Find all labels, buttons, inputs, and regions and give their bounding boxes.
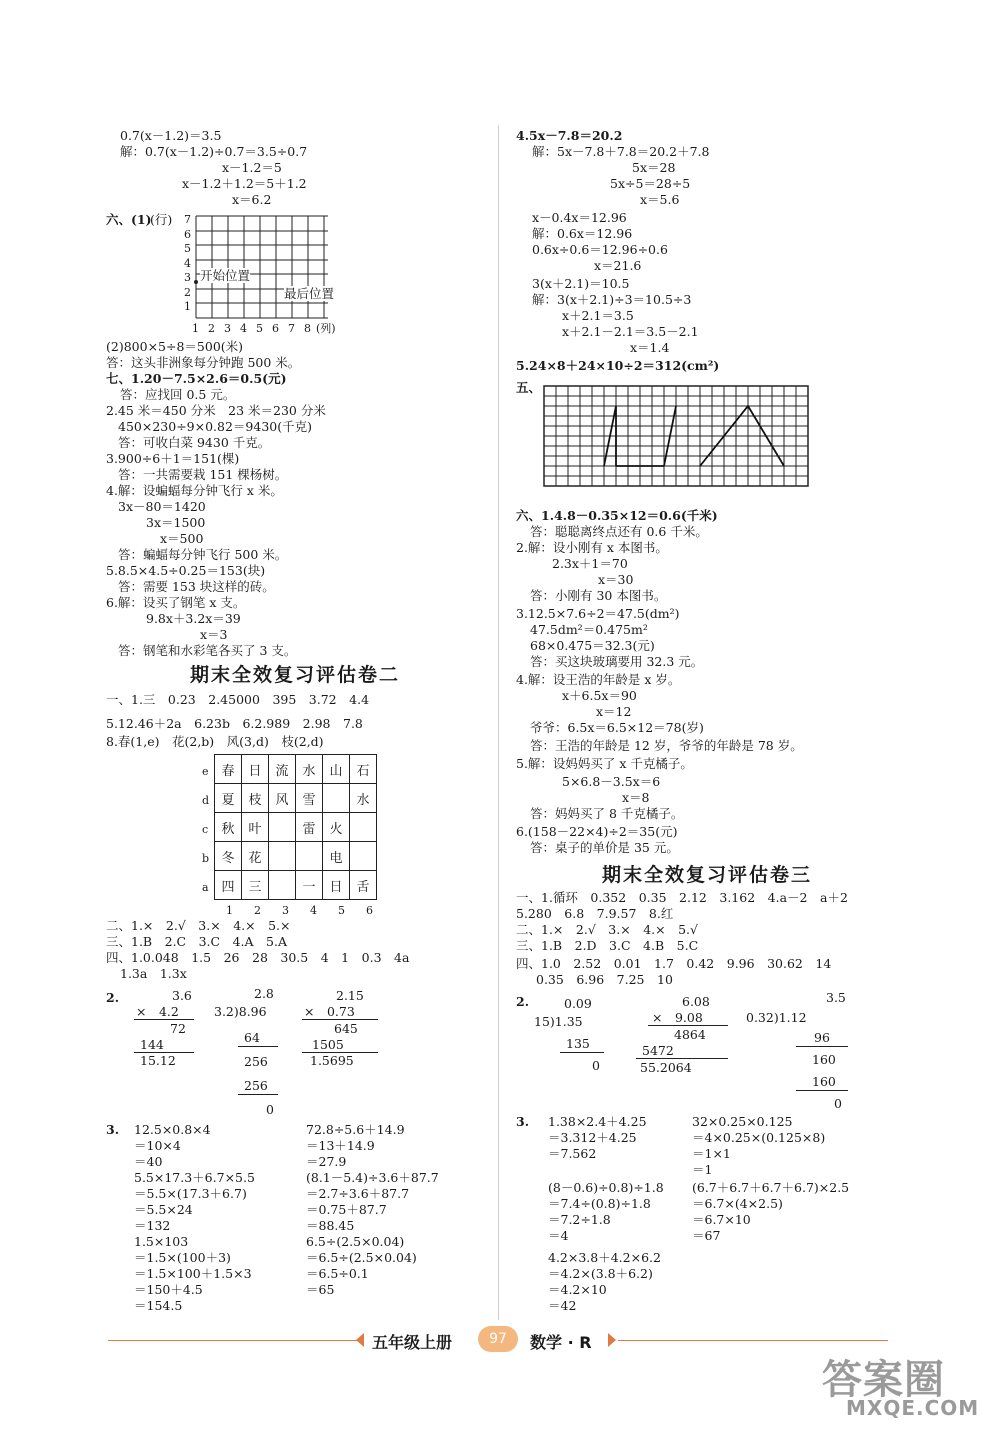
calc-line: 72 xyxy=(170,1021,186,1036)
calc-line: 96 xyxy=(814,1030,830,1045)
calc-line: 12.5×0.8×4 xyxy=(134,1122,211,1137)
answer-line: 答：王浩的年龄是 12 岁，爷爷的年龄是 78 岁。 xyxy=(530,738,803,753)
calc-line: ＝7.2÷1.8 xyxy=(548,1212,611,1227)
answer-line: 5.280 6.8 7.9.57 8.红 xyxy=(516,906,674,921)
answer-line: 5×6.8－3.5x＝6 xyxy=(562,774,661,789)
eq-line: 4.5x－7.8＝20.2 xyxy=(516,128,623,143)
eq-line: x＝5.6 xyxy=(640,192,680,207)
eq-line: x＝1.4 xyxy=(630,340,670,355)
answer-line: 答：需要 153 块这样的砖。 xyxy=(118,579,275,594)
answer-line: 答：一共需要栽 151 棵杨树。 xyxy=(118,467,288,482)
calc-line: 0.09 xyxy=(564,996,592,1011)
answer-line: 三、1.B 2.D 3.C 4.B 5.C xyxy=(516,938,699,953)
answer-line: 5.8.5×4.5÷0.25＝153(块) xyxy=(106,563,266,578)
answer-line: 答：钢笔和水彩笔各买了 3 支。 xyxy=(118,643,297,658)
footer-grade: 五年级上册 xyxy=(372,1333,453,1352)
calc-line: 1.5×103 xyxy=(134,1234,189,1249)
calc-line: 1.38×2.4＋4.25 xyxy=(548,1114,647,1129)
footer-rule-left xyxy=(108,1340,358,1341)
row-label: b xyxy=(202,852,210,865)
answer-line: 一、1.循环 0.352 0.35 2.12 3.162 4.a－2 a＋2 xyxy=(516,890,848,905)
answer-line: x＝12 xyxy=(596,704,632,719)
grid-cell: 火 xyxy=(323,813,350,842)
calc-line: × 4.2 xyxy=(136,1004,179,1019)
start-position-label: 开始位置 xyxy=(200,268,251,283)
calc-line: 2.15 xyxy=(336,988,364,1003)
calc-line: ＝1×1 xyxy=(692,1146,731,1161)
calc-line: ＝0.75＋87.7 xyxy=(306,1202,387,1217)
eq-line: x－1.2＝5 xyxy=(222,160,282,175)
calc-line: 6.5÷(2.5×0.04) xyxy=(306,1234,405,1249)
calc-line: ＝150＋4.5 xyxy=(134,1282,203,1297)
calc-line: ＝4×0.25×(0.125×8) xyxy=(692,1130,826,1145)
col-label: 5 xyxy=(338,904,345,917)
drawing-grid xyxy=(542,384,812,490)
answer-line: 爷爷：6.5x＝6.5×12＝78(岁) xyxy=(530,720,704,735)
section-label: 六、(1) xyxy=(106,212,152,227)
answer-line: 三、1.B 2.C 3.C 4.A 5.A xyxy=(106,934,288,949)
grid-cell: 春 xyxy=(215,755,242,784)
eq-line: 解：5x－7.8＋7.8＝20.2＋7.8 xyxy=(532,144,710,159)
grid-y-label: (行) xyxy=(150,212,173,227)
answer-line: 3x－80＝1420 xyxy=(118,499,206,514)
calc-line: ＝42 xyxy=(548,1298,577,1313)
footer-rule-right xyxy=(618,1340,888,1341)
grid-cell xyxy=(269,871,296,900)
x-tick: 3 xyxy=(224,322,231,335)
character-grid xyxy=(214,754,377,900)
calc-line: ＝4.2×(3.8＋6.2) xyxy=(548,1266,653,1281)
answer-line: 四、1.0 2.52 0.01 1.7 0.42 9.96 30.62 14 xyxy=(516,956,832,971)
section-label: 五、 xyxy=(516,380,542,395)
answer-line: 答：桌子的单价是 35 元。 xyxy=(530,840,679,855)
answer-line: x＝8 xyxy=(622,790,650,805)
eq-line: 5x÷5＝28÷5 xyxy=(610,176,691,191)
calc-line: ＝6.7×10 xyxy=(692,1212,751,1227)
eq-line: 5x＝28 xyxy=(632,160,676,175)
row-label: d xyxy=(202,794,210,807)
section-title: 期末全效复习评估卷二 xyxy=(190,664,401,686)
row-label: a xyxy=(202,881,209,894)
answer-line: 答：应找回 0.5 元。 xyxy=(120,387,236,402)
answer-line: 2.解：设小刚有 x 本图书。 xyxy=(516,540,668,555)
calc-line: 6.08 xyxy=(682,994,710,1009)
calc-line: ＝154.5 xyxy=(134,1298,183,1313)
answer-line: 一、1.三 0.23 2.45000 395 3.72 4.4 xyxy=(106,692,370,707)
answer-line: 4.解：设王浩的年龄是 x 岁。 xyxy=(516,672,681,687)
answer-line: 6.(158－22×4)÷2＝35(元) xyxy=(516,824,678,839)
answer-line: 6.解：设买了钢笔 x 支。 xyxy=(106,595,246,610)
grid-cell: 雷 xyxy=(296,813,323,842)
arrow-right-icon xyxy=(608,1333,616,1347)
calc-line: ＝1.5×(100＋3) xyxy=(134,1250,231,1265)
x-tick: 7 xyxy=(288,322,295,335)
column-divider xyxy=(498,125,499,1320)
question-label: 2. xyxy=(516,994,530,1009)
calc-line: × 9.08 xyxy=(652,1010,703,1025)
y-tick: 5 xyxy=(184,242,191,255)
calc-line: 72.8÷5.6＋14.9 xyxy=(306,1122,405,1137)
grid-cell: 舌 xyxy=(350,871,377,900)
watermark-url: MXQE.COM xyxy=(846,1396,980,1420)
answer-line: 5.24×8＋24×10÷2＝312(cm²) xyxy=(516,358,720,373)
x-tick: 8 xyxy=(304,322,311,335)
answer-line: 答：可收白菜 9430 千克。 xyxy=(118,435,271,450)
calc-line: 4.2×3.8＋4.2×6.2 xyxy=(548,1250,661,1265)
calc-line: ＝67 xyxy=(692,1228,721,1243)
eq-line: 解：0.7(x－1.2)÷0.7＝3.5÷0.7 xyxy=(120,144,308,159)
answer-line: (2)800×5÷8＝500(米) xyxy=(106,339,244,354)
arrow-left-icon xyxy=(356,1333,364,1347)
calc-line: 0.32)1.12 xyxy=(746,1010,807,1025)
grid-cell xyxy=(323,784,350,813)
calc-line: ＝5.5×24 xyxy=(134,1202,193,1217)
answer-line: 4.解：设蝙蝠每分钟飞行 x 米。 xyxy=(106,483,283,498)
calc-line: (8－0.6)÷0.8)÷1.8 xyxy=(548,1180,664,1195)
col-label: 2 xyxy=(254,904,261,917)
answer-line: 47.5dm²＝0.475m² xyxy=(530,622,648,637)
x-tick: 2 xyxy=(208,322,215,335)
row-label: e xyxy=(202,765,209,778)
calc-line: ＝4.2×10 xyxy=(548,1282,607,1297)
answer-line: x＋6.5x＝90 xyxy=(562,688,637,703)
calc-line: 2.8 xyxy=(254,986,274,1001)
calc-line: 55.2064 xyxy=(640,1060,692,1075)
calc-line: ＝6.5÷0.1 xyxy=(306,1266,369,1281)
section-title: 期末全效复习评估卷三 xyxy=(602,864,813,886)
col-label: 3 xyxy=(282,904,289,917)
calc-line: ＝88.45 xyxy=(306,1218,355,1233)
grid-cell: 电 xyxy=(323,842,350,871)
answer-line: 5.解：设妈妈买了 x 千克橘子。 xyxy=(516,756,693,771)
calc-line: 144 xyxy=(140,1037,164,1052)
eq-line: 3(x＋2.1)＝10.5 xyxy=(532,276,630,291)
calc-line: (8.1－5.4)÷3.6＋87.7 xyxy=(306,1170,439,1185)
answer-line: 450×230÷9×0.82＝9430(千克) xyxy=(118,419,312,434)
grid-cell: 一 xyxy=(296,871,323,900)
calc-line: ＝6.7×(4×2.5) xyxy=(692,1196,783,1211)
row-label: c xyxy=(202,823,209,836)
answer-line: 四、1.0.048 1.5 26 28 30.5 4 1 0.3 4a xyxy=(106,950,410,965)
x-tick: 5 xyxy=(256,322,263,335)
calc-line: 3.5 xyxy=(826,990,846,1005)
eq-line: 0.6x÷0.6＝12.96÷0.6 xyxy=(532,242,668,257)
eq-line: x－0.4x＝12.96 xyxy=(532,210,627,225)
eq-line: x＋2.1－2.1＝3.5－2.1 xyxy=(562,324,699,339)
grid-cell xyxy=(296,842,323,871)
calc-line: ＝10×4 xyxy=(134,1138,181,1153)
calc-line: ＝1.5×100＋1.5×3 xyxy=(134,1266,252,1281)
answer-line: 9.8x＋3.2x＝39 xyxy=(146,611,241,626)
calc-line: 256 xyxy=(244,1078,268,1093)
x-tick: 6 xyxy=(272,322,279,335)
calc-line: 0 xyxy=(834,1096,842,1111)
grid-cell xyxy=(350,813,377,842)
answer-line: x＝30 xyxy=(598,572,634,587)
calc-line: ＝7.4÷(0.8)÷1.8 xyxy=(548,1196,651,1211)
calc-line: 3.2)8.96 xyxy=(214,1004,267,1019)
answer-line: 8.春(1,e) 花(2,b) 风(3,d) 枝(2,d) xyxy=(106,734,324,749)
eq-line: x＝6.2 xyxy=(232,192,272,207)
y-tick: 6 xyxy=(184,228,191,241)
calc-line: 5.5×17.3＋6.7×5.5 xyxy=(134,1170,255,1185)
calc-line: ＝13＋14.9 xyxy=(306,1138,375,1153)
y-tick: 3 xyxy=(184,271,191,284)
calc-line: 1.5695 xyxy=(310,1053,354,1068)
answer-line: 2.3x＋1＝70 xyxy=(552,556,628,571)
col-label: 1 xyxy=(226,904,233,917)
grid-cell: 三 xyxy=(242,871,269,900)
answer-line: 2.45 米＝450 分米 23 米＝230 分米 xyxy=(106,403,326,418)
answer-line: 1.3a 1.3x xyxy=(120,966,187,981)
grid-cell: 日 xyxy=(323,871,350,900)
answer-line: 二、1.× 2.√ 3.× 4.× 5.× xyxy=(106,918,291,933)
y-tick: 4 xyxy=(184,257,191,270)
eq-line: 解：0.6x＝12.96 xyxy=(532,226,633,241)
answer-line: 68×0.475＝32.3(元) xyxy=(530,638,655,653)
answer-line: x＝3 xyxy=(200,627,228,642)
calc-line: 32×0.25×0.125 xyxy=(692,1114,793,1129)
answer-line: 5.12.46＋2a 6.23b 6.2.989 2.98 7.8 xyxy=(106,716,363,731)
grid-cell xyxy=(350,842,377,871)
calc-line: 15.12 xyxy=(140,1053,176,1068)
grid-cell xyxy=(269,813,296,842)
grid-cell: 山 xyxy=(323,755,350,784)
answer-line: 答：买这块玻璃要用 32.3 元。 xyxy=(530,654,704,669)
grid-cell: 枝 xyxy=(242,784,269,813)
watermark-logo: 答案圈 xyxy=(822,1357,945,1403)
answer-line: x＝500 xyxy=(160,531,204,546)
answer-line: 0.35 6.96 7.25 10 xyxy=(536,972,673,987)
calc-line: ＝1 xyxy=(692,1162,713,1177)
calc-line: ＝7.562 xyxy=(548,1146,597,1161)
y-tick: 1 xyxy=(184,300,191,313)
grid-cell: 雪 xyxy=(296,784,323,813)
calc-line: ＝5.5×(17.3＋6.7) xyxy=(134,1186,247,1201)
y-tick: 2 xyxy=(184,286,191,299)
grid-x-label: (列) xyxy=(316,322,336,335)
col-label: 4 xyxy=(310,904,317,917)
calc-line: 135 xyxy=(566,1036,590,1051)
answer-line: 答：蝙蝠每分钟飞行 500 米。 xyxy=(118,547,288,562)
answer-line: 3.12.5×7.6÷2＝47.5(dm²) xyxy=(516,606,680,621)
calc-line: 645 xyxy=(334,1021,358,1036)
grid-cell: 夏 xyxy=(215,784,242,813)
answer-line: 答：这头非洲象每分钟跑 500 米。 xyxy=(106,355,301,370)
grid-cell: 水 xyxy=(350,784,377,813)
calc-line: 0 xyxy=(592,1058,600,1073)
footer-subject: 数学 · R xyxy=(530,1333,592,1352)
calc-line: 160 xyxy=(812,1052,836,1067)
x-tick: 4 xyxy=(240,322,247,335)
grid-cell xyxy=(269,842,296,871)
answer-line: 答：聪聪离终点还有 0.6 千米。 xyxy=(530,524,708,539)
calc-line: ＝132 xyxy=(134,1218,171,1233)
answer-line: 3x＝1500 xyxy=(146,515,206,530)
calc-line: ＝2.7÷3.6＋87.7 xyxy=(306,1186,410,1201)
question-label: 2. xyxy=(106,990,120,1005)
calc-line: 5472 xyxy=(642,1043,674,1058)
end-position-label: 最后位置 xyxy=(284,286,335,301)
col-label: 6 xyxy=(366,904,373,917)
calc-line: (6.7＋6.7＋6.7＋6.7)×2.5 xyxy=(692,1180,850,1195)
calc-line: 256 xyxy=(244,1054,268,1069)
calc-line: 3.6 xyxy=(172,988,192,1003)
answer-line: 3.900÷6＋1＝151(棵) xyxy=(106,451,240,466)
calc-line: 1505 xyxy=(312,1037,344,1052)
grid-cell: 水 xyxy=(296,755,323,784)
grid-cell: 花 xyxy=(242,842,269,871)
calc-line: 4864 xyxy=(674,1027,706,1042)
grid-cell: 风 xyxy=(269,784,296,813)
y-tick: 7 xyxy=(184,213,191,226)
eq-line: x＋2.1＝3.5 xyxy=(562,308,634,323)
calc-line: ＝3.312＋4.25 xyxy=(548,1130,637,1145)
answer-line: 七、1.20－7.5×2.6＝0.5(元) xyxy=(106,371,287,386)
calc-line: 15)1.35 xyxy=(534,1014,583,1029)
calc-line: ＝40 xyxy=(134,1154,163,1169)
grid-cell: 叶 xyxy=(242,813,269,842)
answer-line: 答：妈妈买了 8 千克橘子。 xyxy=(530,806,684,821)
calc-line: ＝65 xyxy=(306,1282,335,1297)
eq-line: x－1.2＋1.2＝5＋1.2 xyxy=(182,176,307,191)
eq-line: 0.7(x－1.2)＝3.5 xyxy=(120,128,222,143)
calc-line: ＝6.5÷(2.5×0.04) xyxy=(306,1250,417,1265)
grid-cell: 石 xyxy=(350,755,377,784)
page-number: 97 xyxy=(478,1326,518,1352)
eq-line: 解：3(x＋2.1)÷3＝10.5÷3 xyxy=(532,292,692,307)
answer-line: 答：小刚有 30 本图书。 xyxy=(530,588,667,603)
grid-cell: 秋 xyxy=(215,813,242,842)
grid-cell: 冬 xyxy=(215,842,242,871)
answer-line: 六、1.4.8－0.35×12＝0.6(千米) xyxy=(516,508,718,523)
grid-cell: 四 xyxy=(215,871,242,900)
calc-line: 64 xyxy=(244,1030,260,1045)
eq-line: x＝21.6 xyxy=(594,258,642,273)
calc-line: 160 xyxy=(812,1074,836,1089)
calc-line: 0 xyxy=(266,1102,274,1117)
question-label: 3. xyxy=(106,1122,120,1137)
calc-line: ＝27.9 xyxy=(306,1154,347,1169)
grid-cell: 流 xyxy=(269,755,296,784)
grid-cell: 日 xyxy=(242,755,269,784)
answer-line: 二、1.× 2.√ 3.× 4.× 5.√ xyxy=(516,922,698,937)
calc-line: ＝4 xyxy=(548,1228,569,1243)
calc-line: × 0.73 xyxy=(304,1004,355,1019)
question-label: 3. xyxy=(516,1114,530,1129)
x-tick: 1 xyxy=(192,322,199,335)
